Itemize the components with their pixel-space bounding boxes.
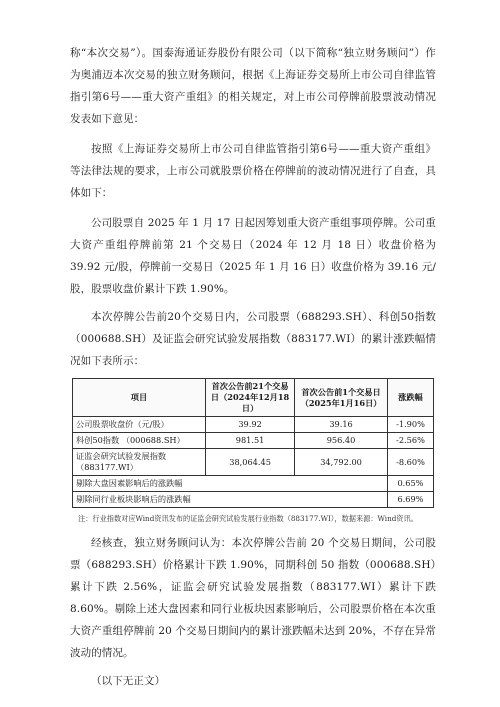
value-day21: 39.92 [206,417,295,433]
value-change: 6.69% [387,492,433,508]
value-change: 0.65% [387,476,433,492]
table-row-adjusted [73,476,434,492]
document-page [70,42,436,692]
row-label: 证监会研究试验发展指数（883177.WI） [73,449,206,476]
paragraph-table-intro: 本次停牌公告前20个交易日内，公司股票（688293.SH）、科创50指数（000688.SH）及证监会研究试验发展指数（883177.WI）的累计涨跌幅情况如下表所示： [70,311,436,367]
value-change: -1.90% [387,417,433,433]
table-row [73,433,434,449]
end-of-text-marker: （以下无正文） [91,675,166,687]
table-header-row [73,379,434,417]
row-label: 剔除同行业板块影响后的涨跌幅 [73,492,388,508]
table-row [73,449,434,476]
value-day1: 34,792.00 [295,449,388,476]
paragraph-self-check: 按照《上海证券交易所上市公司自律监管指引第6号——重大资产重组》等法律法规的要求，上市公司就股票价格在停牌前的波动情况进行了自查，具体如下： [70,143,436,199]
header-item: 项目 [73,379,206,417]
row-label: 科创50指数 （000688.SH） [73,433,206,449]
paragraph-intro: 称“本次交易”）。国泰海通证券股份有限公司（以下简称“独立财务顾问”）作为奥浦迈本次交易的独立财务顾问，根据《上海证券交易所上市公司自律监管指引第6号——重大资产重组》的相关规定，对上市公司停牌前股票波动情况发表如下意见： [70,47,436,125]
value-change: -8.60% [387,449,433,476]
value-day1: 956.40 [295,433,388,449]
paragraph-price-change: 公司股票自 2025 年 1 月 17 日起因筹划重大资产重组事项停牌。公司重大资产重组停牌前第 21 个交易日（2024 年 12 月 18 日）收盘价格为 39.92 元/股，停牌前一交易日（2025 年 1 月 16 日）收盘价格为 39.16 元/股，股票收盘价累计下跌 1.90%。 [70,217,436,295]
value-day1: 39.16 [295,417,388,433]
value-change: -2.56% [387,433,433,449]
row-label: 剔除大盘因素影响后的涨跌幅 [73,476,388,492]
paragraph-conclusion: 经核查，独立财务顾问认为：本次停牌公告前 20 个交易日期间，公司股票（688293.SH）价格累计下跌 1.90%，同期科创 50 指数（000688.SH）累计下跌 2.56%，证监会研究试验发展指数（883177.WI）累计下跌 8.60%。剔除上述大盘因素和同行业板块因素影响后，公司股票价格在本次重大资产重组停牌前 20 个交易日期间内的累计涨跌幅未达到 20%，不存在异常波动的情况。 [70,537,436,659]
header-day1: 首次公告前1个交易日（2025年1月16日） [295,379,388,417]
price-change-table [72,378,434,508]
header-day21: 首次公告前21个交易日（2024年12月18日） [206,379,295,417]
header-change: 涨跌幅 [387,379,433,417]
value-day21: 38,064.45 [206,449,295,476]
value-day21: 981.51 [206,433,295,449]
table-row [73,417,434,433]
table-row-adjusted [73,492,434,508]
row-label: 公司股票收盘价（元/股） [73,417,206,433]
table-note: 注：行业指数对应Wind资讯发布的证监会研究试验发展行业指数（883177.WI），数据来源：Wind资讯。 [78,514,418,523]
